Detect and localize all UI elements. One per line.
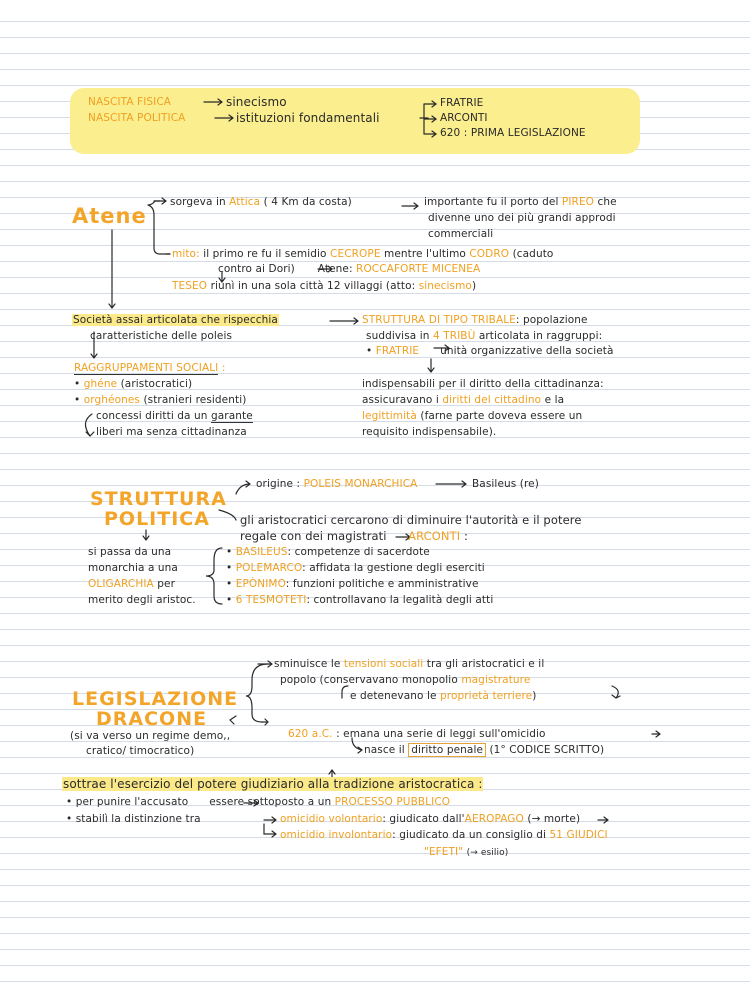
eponimo-desc: : funzioni politiche e amministrative (285, 578, 479, 590)
regime-line-1: (si va verso un regime demo,, (70, 730, 231, 742)
indisp-line-2 (362, 394, 564, 407)
orgheones-line: • orghéones (stranieri residenti) (74, 394, 247, 406)
prima-legislazione-label: 620 : PRIMA LEGISLAZIONE (440, 127, 586, 139)
struttura-title-2: POLITICA (104, 508, 210, 530)
mito-text-1b: mentre l'ultimo (384, 248, 466, 260)
societa-line-2: caratteristiche delle poleis (90, 330, 233, 342)
punire-line: • per punire l'accusato essere sottoposto a un PROCESSO PUBBLICO (66, 796, 451, 808)
istituzioni-label: istituzioni fondamentali (236, 111, 380, 125)
pop-text-2a: suddivisa in (366, 330, 430, 342)
aristo-line-2: regale con dei magistrati ARCONTI : (240, 529, 468, 543)
struttura-tribale-line (362, 314, 588, 327)
stabili-text: stabilì la distinzione tra (75, 813, 201, 825)
ghene-line: • ghéne (aristocratici) (74, 378, 193, 390)
sinecismo-label: sinecismo (226, 95, 287, 109)
societa-text-1: Società assai articolata che rispecchia (73, 314, 278, 326)
nascita-fisica-label: NASCITA FISICA (88, 96, 172, 108)
mito-line-1 (172, 248, 553, 261)
magistrature-term: magistrature (461, 674, 531, 686)
tesmoteti-term: 6 TESMOTETI (235, 594, 307, 606)
sottrae-line (62, 778, 483, 791)
orgheones-desc: (stranieri residenti) (143, 394, 247, 406)
nasce-text: nasce il (364, 744, 405, 756)
tesmoteti-line: • 6 TESMOTETI: controllavano la legalità degli atti (226, 594, 494, 606)
emana-text: : emana una serie di leggi sull'omicidio (336, 728, 546, 740)
fratrie-line: • FRATRIE unità organizzative della società (366, 345, 614, 357)
origine-line (256, 478, 417, 491)
societa-line-1 (72, 314, 279, 327)
involontario-term: omicidio involontario (280, 829, 393, 841)
porto-text-1: importante fu il porto del (424, 196, 559, 208)
regime-line-2: cratico/ timocratico) (86, 745, 195, 757)
punire-text-b: essere sottoposto a un (209, 796, 332, 808)
diritti-term: diritti del cittadino (442, 394, 542, 406)
eponimo-line: • EPÒNIMO: funzioni politiche e amministrative (226, 578, 479, 590)
polemarco-desc: : affidata la gestione degli eserciti (302, 562, 485, 574)
aristo-text-2: regale con dei magistrati (240, 529, 387, 543)
smin-text-3a: e detenevano le (350, 690, 437, 702)
tensioni-term: tensioni sociali (343, 658, 424, 670)
smin-text-3b: ) (532, 690, 537, 702)
pop-text-2b: articolata in raggruppi: (478, 330, 603, 342)
proprieta-term: proprietà terriere (440, 690, 533, 702)
nascita-politica-label: NASCITA POLITICA (88, 112, 186, 124)
indisp-line-1: indispensabili per il diritto della cittadinanza: (362, 378, 604, 390)
teseo-text-end: ) (471, 280, 477, 292)
smin-line-3 (350, 690, 536, 703)
roccaforte-term: ROCCAFORTE MICENEA (356, 263, 481, 275)
atene-sorgeva (170, 196, 352, 209)
porto-line-2: divenne uno dei più grandi approdi (428, 212, 616, 224)
oligarchia-term: OLIGARCHIA (88, 578, 154, 590)
mito-line-2 (218, 263, 480, 276)
indisp-text-3: (farne parte doveva essere un (420, 410, 583, 422)
fratrie-term: FRATRIE (375, 345, 420, 357)
tesmoteti-desc: : controllavano la legalità degli atti (306, 594, 494, 606)
arconti-label: ARCONTI (440, 112, 488, 124)
si-passa-line-1: si passa da una (88, 546, 172, 558)
basileus-term: BASILEUS (235, 546, 288, 558)
porto-line-3: commerciali (428, 228, 494, 240)
codro-term: CODRO (469, 248, 510, 260)
sottrae-text: sottrae l'esercizio del potere giudiziario alla tradizione aristocratica : (63, 777, 483, 791)
sorgeva-text: sorgeva in (170, 196, 226, 208)
nasce-line (364, 744, 604, 757)
mito-text-1: il primo re fu il semidio (203, 248, 327, 260)
indisp-line-3 (362, 410, 582, 423)
tribu-term: 4 TRIBÙ (432, 330, 476, 342)
ac-term: 620 a.C. (288, 728, 333, 740)
orgheones-term: orghéones (83, 394, 140, 406)
per-text: per (157, 578, 176, 590)
struttura-title-1: STRUTTURA (90, 488, 227, 510)
volontario-term: omicidio volontario (280, 813, 383, 825)
concessi-text: concessi diritti da un (96, 410, 208, 422)
indisp-text-2a: assicuravano i (362, 394, 439, 406)
codice-text: (1° CODICE SCRITTO) (489, 744, 605, 756)
emana-line (288, 728, 546, 741)
poleis-mon-term: POLEIS MONARCHICA (303, 478, 418, 490)
mito-text-2b: Atene: (317, 263, 353, 275)
eponimo-term: EPÒNIMO (235, 578, 286, 590)
km-costa-text: ( 4 Km da costa) (263, 196, 352, 208)
origine-label: origine : (256, 478, 301, 490)
smin-line-2 (280, 674, 530, 687)
si-passa-line-2: monarchia a una (88, 562, 178, 574)
ghene-term: ghéne (83, 378, 118, 390)
smin-text-1b: tra gli aristocratici e il (426, 658, 545, 670)
indisp-text-2b: e la (544, 394, 565, 406)
polemarco-term: POLEMARCO (235, 562, 303, 574)
mito-text-2: contro ai Dori) (218, 263, 295, 275)
legislazione-title-2: DRACONE (96, 708, 208, 730)
giudici-term: 51 GIUDICI (549, 829, 608, 841)
basileus-desc: : competenze di sacerdote (287, 546, 430, 558)
stabili-line: • stabilì la distinzione tra (66, 813, 201, 825)
fratrie-desc: unità organizzative della società (440, 345, 614, 357)
pop-line-2 (366, 330, 602, 343)
sinecismo-term: sinecismo (418, 280, 472, 292)
morte-text: (→ morte) (527, 813, 581, 825)
efeti-line (424, 846, 508, 860)
smin-line-1 (274, 658, 544, 671)
efeti-term: "EFETI" (424, 846, 464, 858)
raggruppamenti-label: RAGGRUPPAMENTI SOCIALI : (74, 362, 226, 374)
esilio-text: (→ esilio) (466, 848, 509, 858)
legittimita-term: legittimità (362, 410, 417, 422)
teseo-text: riunì in una sola città 12 villaggi (atto: (210, 280, 416, 292)
oligarchia-line (88, 578, 175, 591)
diritto-penale-term: diritto penale (408, 743, 486, 757)
garante-term: garante (211, 410, 253, 422)
giudicato-text-2: : giudicato da un consiglio di (392, 829, 547, 841)
smin-text-2a: popolo (conservavano monopolio (280, 674, 458, 686)
arconti-term: ARCONTI (408, 529, 461, 543)
punire-text-a: per punire l'accusato (75, 796, 189, 808)
liberi-line: liberi ma senza cittadinanza (96, 426, 247, 438)
polemarco-line: • POLEMARCO: affidata la gestione degli eserciti (226, 562, 485, 574)
raggruppamenti-text: RAGGRUPPAMENTI SOCIALI (74, 362, 219, 374)
basileus-line: • BASILEUS: competenze di sacerdote (226, 546, 430, 558)
mito-label: mito: (172, 248, 200, 260)
volontario-line (280, 813, 580, 826)
aristo-line-1: gli aristocratici cercarono di diminuire l'autorità e il potere (240, 513, 582, 527)
basileus-re-text: Basileus (re) (472, 478, 539, 490)
ghene-desc: (aristocratici) (120, 378, 193, 390)
aeropago-term: AEROPAGO (464, 813, 524, 825)
smin-text-1a: sminuisce le (274, 658, 341, 670)
giudicato-text-1: : giudicato dall' (382, 813, 465, 825)
involontario-line (280, 829, 608, 842)
teseo-line (172, 280, 476, 293)
mito-text-1c: (caduto (512, 248, 554, 260)
attica-term: Attica (229, 196, 261, 208)
concessi-line (96, 410, 253, 423)
legislazione-title-1: LEGISLAZIONE (72, 688, 239, 710)
porto-text-1b: che (597, 196, 617, 208)
atene-title: Atene (72, 204, 147, 228)
merito-line: merito degli aristoc. (88, 594, 196, 606)
cecrope-term: CECROPE (330, 248, 381, 260)
fratrie-label: FRATRIE (440, 97, 484, 109)
teseo-term: TESEO (172, 280, 208, 292)
indisp-line-4: requisito indispensabile). (362, 426, 497, 438)
struttura-tribale-term: STRUTTURA DI TIPO TRIBALE (362, 314, 516, 326)
porto-line-1 (424, 196, 617, 209)
pop-text-1: : popolazione (515, 314, 588, 326)
pireo-term: PIREO (561, 196, 595, 208)
processo-term: PROCESSO PUBBLICO (334, 796, 451, 808)
